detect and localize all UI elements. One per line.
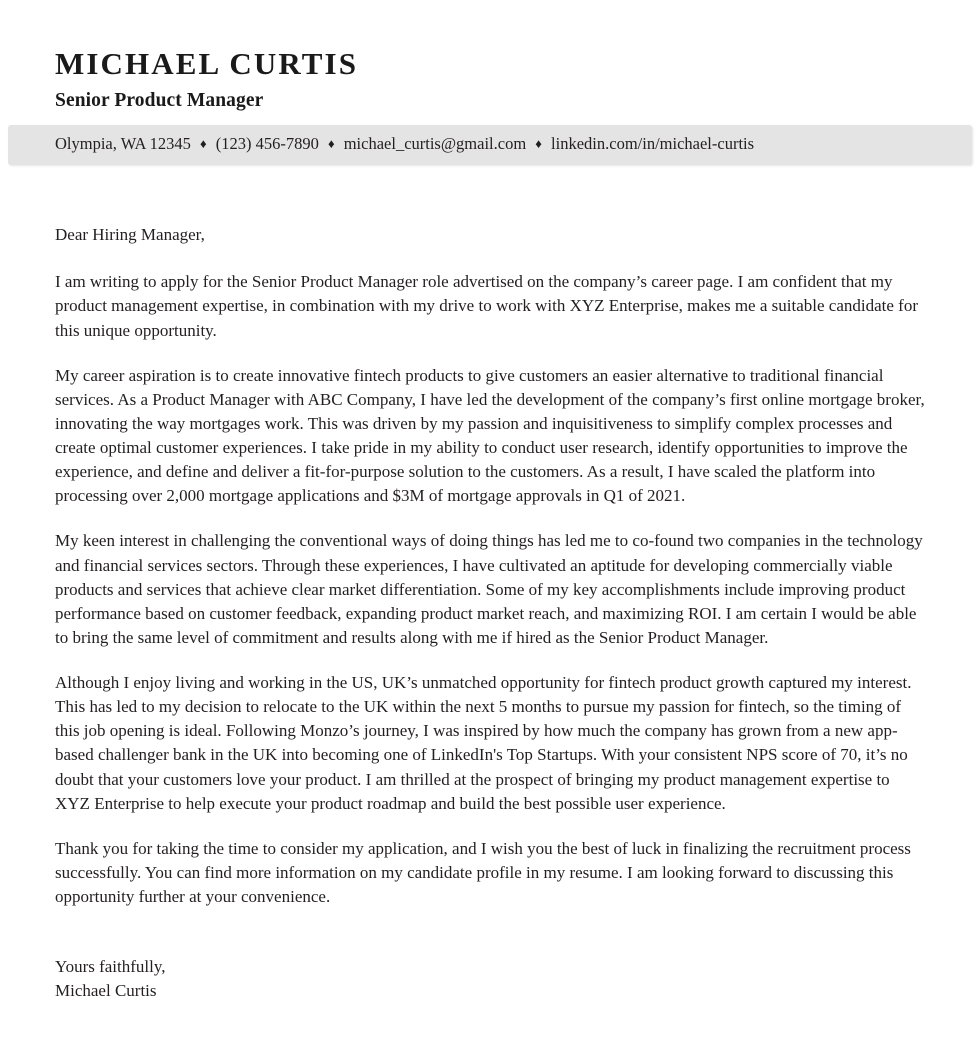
diamond-separator-icon: ♦: [199, 135, 207, 151]
contact-email[interactable]: michael_curtis@gmail.com: [343, 133, 527, 153]
letter-body: [0, 223, 980, 1004]
letter-closing: [55, 955, 925, 1003]
letter-salutation: Dear Hiring Manager,: [55, 224, 205, 244]
contact-line: [55, 134, 972, 155]
contact-bar: [8, 125, 972, 165]
contact-linkedin[interactable]: linkedin.com/in/michael-curtis: [551, 133, 755, 153]
letter-header: [0, 0, 980, 111]
letter-paragraph: My keen interest in challenging the conventional ways of doing things has led me to co-found two companies in the technology and financial services sectors. Through these experiences, I have cultivated an aptitude for developing commercially viable products and services that achieve clear market differentiation. Some of my key accomplishments include improving product performance based on customer feedback, expanding product market reach, and maximizing ROI. I am certain I would be able to bring the same level of commitment and results along with me if hired as the Senior Product Manager.: [55, 531, 923, 647]
candidate-job-title: Senior Product Manager: [55, 89, 264, 111]
contact-location: Olympia, WA 12345: [55, 133, 191, 153]
letter-paragraph: Although I enjoy living and working in the US, UK’s unmatched opportunity for fintech product growth captured my interest. This has led to my decision to relocate to the UK within the next 5 months to pursue my passion for fintech, so the timing of this job opening is ideal. Following Monzo’s journey, I was inspired by how much the company has grown from a new app-based challenger bank in the UK into becoming one of LinkedIn's Top Startups. With your consistent NPS score of 70, it’s no doubt that your customers love your product. I am thrilled at the prospect of bringing my product management expertise to XYZ Enterprise to help execute your product roadmap and build the best possible user experience.: [55, 673, 912, 813]
letter-paragraph: My career aspiration is to create innovative fintech products to give customers an easier alternative to traditional financial services. As a Product Manager with ABC Company, I have led the development of the company’s first online mortgage broker, innovating the way mortgages work. This was driven by my passion and inquisitiveness to simplify complex processes and create optimal customer experiences. I take pride in my ability to conduct user research, identify opportunities to improve the experience, and define and deliver a fit-for-purpose solution to the customers. As a result, I have scaled the platform into processing over 2,000 mortgage applications and $3M of mortgage approvals in Q1 of 2021.: [55, 365, 925, 506]
letter-paragraph: I am writing to apply for the Senior Product Manager role advertised on the company’s career page. I am confident that my product management expertise, in combination with my drive to work with XYZ Enterprise, makes me a suitable candidate for this unique opportunity.: [55, 272, 918, 340]
letter-signature-name: Michael Curtis: [55, 981, 157, 1001]
letter-paragraph: Thank you for taking the time to consider my application, and I wish you the best of luck in finalizing the recruitment process successfully. You can find more information on my candidate profile in my resume. I am looking forward to discussing this opportunity further at your convenience.: [55, 838, 911, 906]
letter-sign-off: Yours faithfully,: [55, 957, 166, 977]
diamond-separator-icon: ♦: [535, 135, 542, 151]
contact-phone[interactable]: (123) 456-7890: [215, 133, 319, 153]
candidate-name: MICHAEL CURTIS: [55, 46, 359, 81]
diamond-separator-icon: ♦: [327, 135, 335, 151]
